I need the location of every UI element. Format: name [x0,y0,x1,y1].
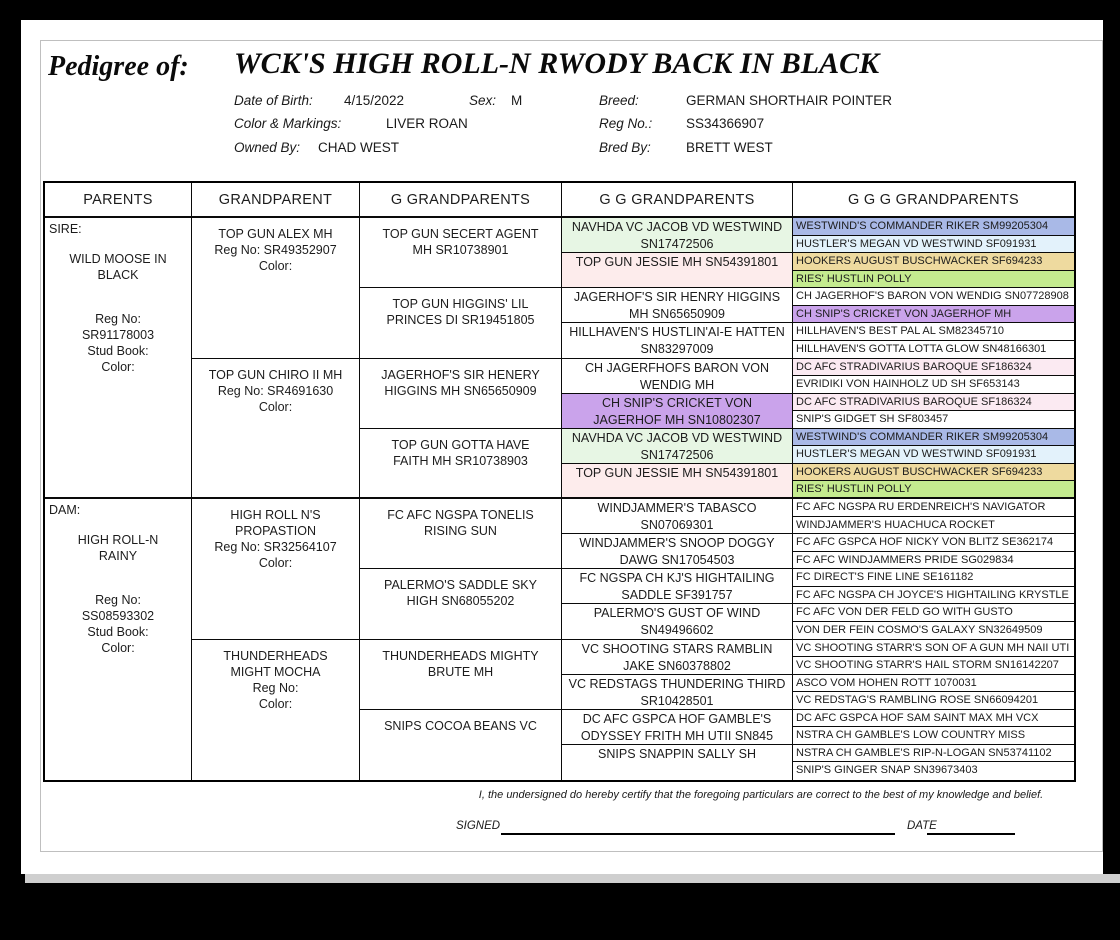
grandparent-cell [192,359,360,500]
dob-label: Date of Birth: [234,93,313,108]
ggg-grandparent-name: ASCO VOM HOHEN ROTT 1070031 [796,676,977,689]
g-grandparent-cell: TOP GUN HIGGINS' LIL PRINCES DI SR19451805 [360,288,562,358]
gg-grandparent-cell: DC AFC GSPCA HOF GAMBLE'S ODYSSEY FRITH MH UTII SN845 [562,710,793,745]
gg-grandparent-cell: VC REDSTAGS THUNDERING THIRD SR10428501 [562,675,793,710]
ggg-grandparent-cell [793,236,1074,254]
ggg-grandparent-name: WESTWIND'S COMMANDER RIKER SM99205304 [796,220,1049,232]
grandparent-detail-line: Color: [258,259,293,273]
ggg-grandparent-name: FC AFC WINDJAMMERS PRIDE SG029834 [796,553,1014,566]
g-grandparent-cell: THUNDERHEADS MIGHTY BRUTE MH [360,640,562,710]
gg-grandparent-cell: WINDJAMMER'S SNOOP DOGGY DAWG SN17054503 [562,534,793,569]
spacer [45,283,191,311]
owned-by-value: CHAD WEST [318,140,399,155]
ggg-grandparent-name: FC AFC VON DER FELD GO WITH GUSTO [796,606,1013,619]
parent-type-label: SIRE: [49,222,82,236]
gg-grandparent-cell: CH JAGERFHOFS BARON VON WENDIG MH [562,359,793,394]
certificate-frame [40,40,1103,852]
sex-label: Sex: [469,93,497,108]
grandparent-detail-line: Reg No: SR4691630 [217,383,334,398]
grandparent-detail-line: Reg No: SR32564107 [214,540,337,554]
grandparent-detail-line: Color: [258,556,293,570]
gg-grandparent-cell: VC SHOOTING STARS RAMBLIN JAKE SN60378802 [562,640,793,675]
signed-label: SIGNED [456,820,501,832]
ggg-grandparent-cell [793,710,1074,728]
ggg-grandparent-name: FC AFC NGSPA CH JOYCE'S HIGHTAILING KRYSTLE [796,588,1069,601]
gg-grandparent-cell: JAGERHOF'S SIR HENRY HIGGINS MH SN65650909 [562,288,793,323]
ggg-grandparent-cell [793,727,1074,745]
parent-detail-line: SS08593302 [81,609,155,623]
ggg-grandparent-cell [793,323,1074,341]
gg-grandparent-cell: FC NGSPA CH KJ'S HIGHTAILING SADDLE SF391757 [562,569,793,604]
parent-type-label: DAM: [49,503,81,517]
ggg-grandparent-cell [793,481,1074,499]
ggg-grandparent-cell [793,604,1074,622]
parent-name: HIGH ROLL-N RAINY [77,533,159,563]
g-grandparent-cell: SNIPS COCOA BEANS VC [360,710,562,780]
ggg-grandparent-cell [793,692,1074,710]
certify-statement: I, the undersigned do hereby certify that the foregoing particulars are correct to the best of my knowledge and belief. [478,789,1044,801]
ggg-grandparent-name: VC SHOOTING STARR'S SON OF A GUN MH NAII UTI [796,641,1070,654]
grandparent-cell [192,218,360,359]
ggg-grandparent-cell [793,640,1074,658]
ggg-grandparent-name: FC AFC GSPCA HOF NICKY VON BLITZ SE362174 [796,536,1054,549]
column-header: PARENTS [45,183,192,218]
parent-cell [45,218,192,499]
parent-detail-line: Color: [101,360,135,374]
gg-grandparent-cell: NAVHDA VC JACOB VD WESTWIND SN17472506 [562,429,793,464]
grandparent-detail-line: Reg No: SR49352907 [214,243,337,257]
breed-value: GERMAN SHORTHAIR POINTER [686,93,893,108]
pedigree-page [21,20,1103,874]
grandparent-name: HIGH ROLL N'S PROPASTION [230,508,321,538]
color-markings-label: Color & Markings: [234,116,342,131]
ggg-grandparent-cell [793,288,1074,306]
grandparent-name: TOP GUN ALEX MH [218,227,333,241]
dob-value: 4/15/2022 [344,93,405,108]
ggg-grandparent-cell [793,622,1074,640]
dog-name-title: WCK'S HIGH ROLL-N RWODY BACK IN BLACK [234,47,880,80]
ggg-grandparent-cell [793,587,1074,605]
ggg-grandparent-cell [793,429,1074,447]
pedigree-table [43,181,1076,782]
spacer [45,564,191,592]
bred-by-value: BRETT WEST [686,140,773,155]
ggg-grandparent-cell [793,534,1074,552]
g-grandparent-cell: FC AFC NGSPA TONELIS RISING SUN [360,499,562,569]
pedigree-of-label: Pedigree of: [48,51,189,82]
gg-grandparent-cell: HILLHAVEN'S HUSTLIN'AI-E HATTEN SN83297009 [562,323,793,358]
ggg-grandparent-name: HUSTLER'S MEGAN VD WESTWIND SF091931 [796,237,1037,250]
gg-grandparent-cell: TOP GUN JESSIE MH SN54391801 [562,253,793,288]
bred-by-label: Bred By: [599,140,651,155]
grandparent-name: TOP GUN CHIRO II MH [208,367,343,382]
ggg-grandparent-name: HILLHAVEN'S BEST PAL AL SM82345710 [796,325,1004,338]
color-markings-value: LIVER ROAN [386,116,468,131]
ggg-grandparent-cell [793,745,1074,763]
parent-detail-line: Stud Book: [87,344,149,358]
ggg-grandparent-name: DC AFC STRADIVARIUS BAROQUE SF186324 [796,395,1032,408]
ggg-grandparent-name: EVRIDIKI VON HAINHOLZ UD SH SF653143 [796,378,1020,391]
ggg-grandparent-cell [793,657,1074,675]
gg-grandparent-cell: NAVHDA VC JACOB VD WESTWIND SN17472506 [562,218,793,253]
owned-by-label: Owned By: [234,140,301,155]
parent-name: WILD MOOSE IN BLACK [69,252,167,282]
column-header: G G GRANDPARENTS [562,183,793,218]
parent-cell [45,499,192,780]
ggg-grandparent-cell [793,376,1074,394]
gg-grandparent-cell: SNIPS SNAPPIN SALLY SH [562,745,793,780]
ggg-grandparent-cell [793,675,1074,693]
parent-detail-line: Stud Book: [87,625,149,639]
parent-detail-line: Reg No: [95,593,141,607]
ggg-grandparent-cell [793,306,1074,324]
parent-detail-line: Color: [101,641,135,655]
ggg-grandparent-cell [793,411,1074,429]
gg-grandparent-cell: WINDJAMMER'S TABASCO SN07069301 [562,499,793,534]
reg-no-value: SS34366907 [686,116,765,131]
ggg-grandparent-name: CH JAGERHOF'S BARON VON WENDIG SN07728908 [796,290,1069,303]
parent-detail-line: Reg No: [95,312,141,326]
g-grandparent-cell: JAGERHOF'S SIR HENERY HIGGINS MH SN65650909 [360,359,562,429]
ggg-grandparent-name: VC REDSTAG'S RAMBLING ROSE SN66094201 [796,694,1039,707]
ggg-grandparent-cell [793,446,1074,464]
breed-label: Breed: [599,93,639,108]
column-header: GRANDPARENT [192,183,360,218]
gg-grandparent-cell: TOP GUN JESSIE MH SN54391801 [562,464,793,499]
column-header: G G G GRANDPARENTS [793,183,1074,218]
ggg-grandparent-name: VC SHOOTING STARR'S HAIL STORM SN16142207 [796,659,1059,672]
date-label: DATE [907,820,937,832]
grandparent-cell [192,499,360,640]
column-header: G GRANDPARENTS [360,183,562,218]
ggg-grandparent-name: RIES' HUSTLIN POLLY [796,272,912,285]
ggg-grandparent-name: RIES' HUSTLIN POLLY [796,483,912,496]
ggg-grandparent-name: DC AFC STRADIVARIUS BAROQUE SF186324 [796,360,1032,373]
grandparent-name: THUNDERHEADS MIGHT MOCHA [223,648,328,679]
ggg-grandparent-name: WINDJAMMER'S HUACHUCA ROCKET [796,518,995,531]
ggg-grandparent-name: FC AFC NGSPA RU ERDENREICH'S NAVIGATOR [796,501,1046,513]
ggg-grandparent-name: DC AFC GSPCA HOF SAM SAINT MAX MH VCX [796,711,1039,724]
ggg-grandparent-name: CH SNIP'S CRICKET VON JAGERHOF MH [796,307,1012,320]
ggg-grandparent-name: WESTWIND'S COMMANDER RIKER SM99205304 [796,430,1049,443]
g-grandparent-cell: TOP GUN GOTTA HAVE FAITH MH SR10738903 [360,429,562,499]
ggg-grandparent-cell [793,394,1074,412]
grandparent-detail-line: Color: [258,399,293,414]
ggg-grandparent-cell [793,253,1074,271]
signature-line[interactable] [501,817,895,835]
grandparent-detail-line: Reg No: [252,680,299,695]
grandparent-detail-line: Color: [258,696,293,711]
ggg-grandparent-cell [793,569,1074,587]
ggg-grandparent-name: HUSTLER'S MEGAN VD WESTWIND SF091931 [796,448,1037,461]
parent-detail-line: SR91178003 [81,328,155,342]
sex-value: M [511,93,523,108]
gg-grandparent-cell: PALERMO'S GUST OF WIND SN49496602 [562,604,793,639]
ggg-grandparent-name: FC DIRECT'S FINE LINE SE161182 [796,571,974,584]
g-grandparent-cell: TOP GUN SECERT AGENT MH SR10738901 [360,218,562,288]
ggg-grandparent-name: HOOKERS AUGUST BUSCHWACKER SF694233 [796,255,1043,268]
horizontal-scrollbar[interactable] [25,874,1120,883]
ggg-grandparent-cell [793,218,1074,236]
ggg-grandparent-cell [793,499,1074,517]
ggg-grandparent-cell [793,271,1074,289]
ggg-grandparent-name: SNIP'S GINGER SNAP SN39673403 [796,764,978,777]
g-grandparent-cell: PALERMO'S SADDLE SKY HIGH SN68055202 [360,569,562,639]
ggg-grandparent-cell [793,517,1074,535]
reg-no-label: Reg No.: [599,116,653,131]
grandparent-cell [192,640,360,781]
ggg-grandparent-cell [793,552,1074,570]
date-line[interactable] [927,817,1015,835]
ggg-grandparent-name: HOOKERS AUGUST BUSCHWACKER SF694233 [796,465,1043,478]
ggg-grandparent-name: NSTRA CH GAMBLE'S RIP-N-LOGAN SN53741102 [796,746,1052,759]
gg-grandparent-cell: CH SNIP'S CRICKET VON JAGERHOF MH SN10802307 [562,394,793,429]
ggg-grandparent-name: SNIP'S GIDGET SH SF803457 [796,413,949,426]
ggg-grandparent-name: VON DER FEIN COSMO'S GALAXY SN32649509 [796,623,1043,636]
ggg-grandparent-name: HILLHAVEN'S GOTTA LOTTA GLOW SN48166301 [796,342,1047,355]
ggg-grandparent-cell [793,341,1074,359]
ggg-grandparent-cell [793,464,1074,482]
ggg-grandparent-cell [793,359,1074,377]
ggg-grandparent-cell [793,762,1074,780]
ggg-grandparent-name: NSTRA CH GAMBLE'S LOW COUNTRY MISS [796,729,1026,742]
